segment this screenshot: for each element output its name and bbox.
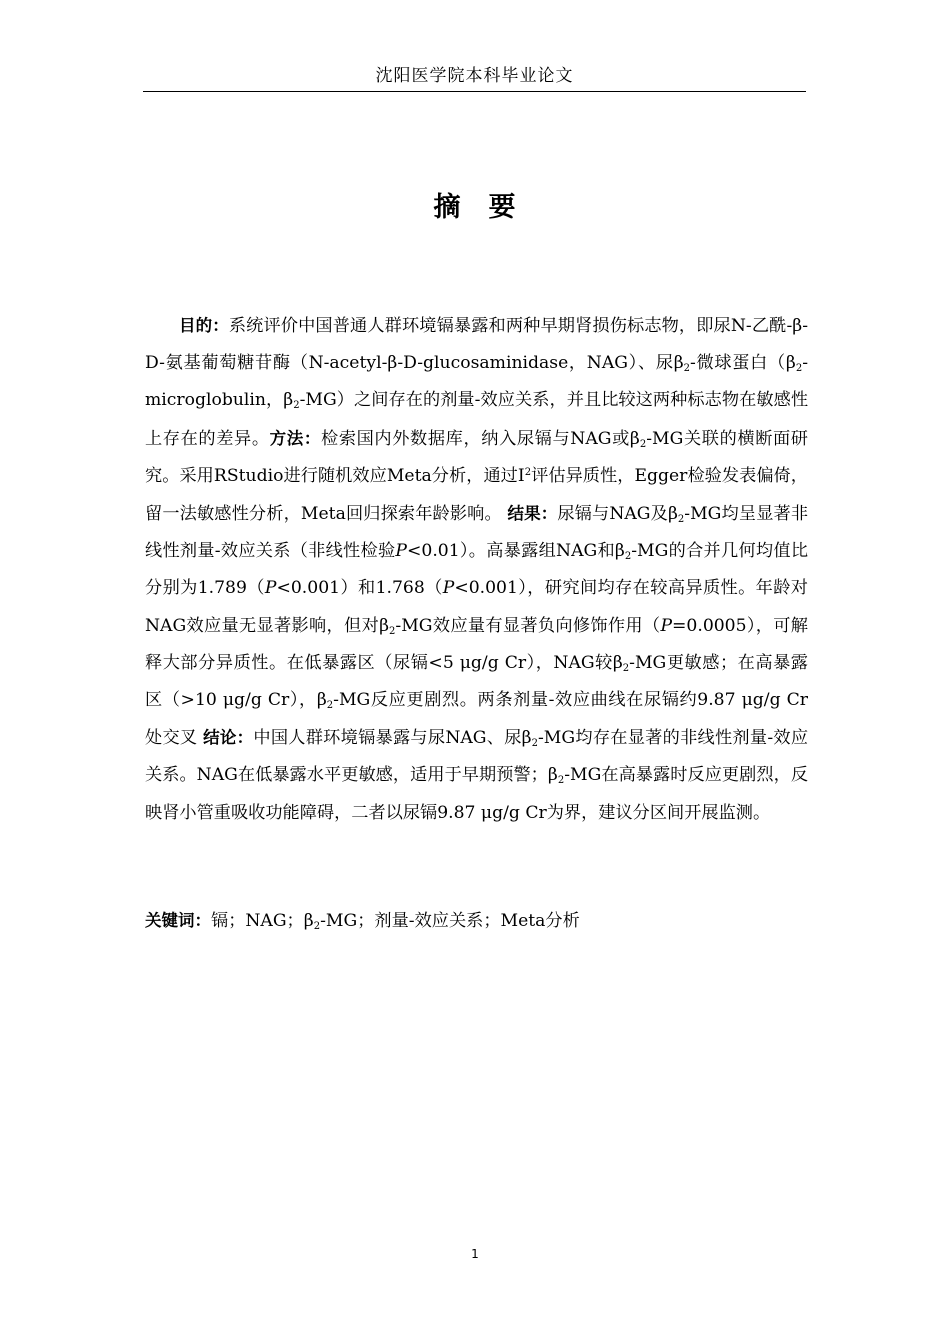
- abstract-text: 检索国内外数据库，纳入尿镉与NAG或β: [321, 428, 640, 449]
- subscript: 2: [683, 363, 691, 375]
- subscript: 2: [639, 438, 647, 450]
- page-number: 1: [471, 1247, 479, 1261]
- running-header: 沈阳医学院本科毕业论文: [375, 66, 574, 86]
- p-value-symbol: P: [395, 541, 407, 562]
- abstract-text: 评估异质性，Egger检验发表偏倚，留一法敏感性分析，Meta回归探索年龄影响。: [145, 465, 808, 525]
- abstract-text: <0.001），研究间均存在较高异质性。年龄对NAG效应量无显著影响，但对β: [145, 578, 808, 636]
- p-value-symbol: P: [660, 615, 673, 636]
- subscript: 2: [677, 514, 685, 526]
- abstract-text: 中国人群环境镉暴露与尿NAG、尿β: [253, 728, 532, 749]
- abstract-text: -MG）之间存在的剂量-效应关系，并且比较这两种标志物在敏感性上存在的差异。: [145, 390, 809, 449]
- keywords-label: 关键词：: [145, 911, 211, 930]
- abstract-text: 尿镉与NAG及β: [557, 504, 678, 525]
- objective-label: 目的：: [179, 316, 229, 335]
- superscript: 2: [524, 466, 532, 478]
- abstract-title-char-2: 要: [488, 192, 516, 223]
- subscript: 2: [557, 775, 565, 787]
- abstract-text: =0.0005），可解释大部分异质性。在低暴露区（尿镉<5 μg/g Cr），NAG较β: [145, 615, 808, 673]
- subscript: 2: [531, 738, 538, 750]
- abstract-text: -MG效应量有显著负向修饰作用（: [395, 615, 661, 636]
- methods-label: 方法：: [269, 428, 322, 448]
- abstract-text: -MG均呈显著非线性剂量-效应关系（非线性检验: [145, 504, 809, 562]
- keywords: [145, 902, 808, 940]
- keywords-text: 镉；NAG；β: [211, 911, 314, 931]
- abstract-title: [143, 188, 806, 228]
- keywords-text: -MG；剂量-效应关系；Meta分析: [320, 911, 580, 931]
- p-value-symbol: P: [264, 578, 277, 599]
- subscript: 2: [326, 700, 334, 712]
- abstract-text: -MG反应更剧烈。两条剂量-效应曲线在尿镉约9.87 μg/g Cr处交叉: [145, 690, 808, 749]
- abstract-text: -microglobulin，β: [145, 353, 808, 411]
- abstract-text: -MG的合并几何均值比分别为1.789（: [145, 541, 809, 599]
- abstract-body: [145, 307, 808, 832]
- subscript: 2: [313, 921, 321, 932]
- results-label: 结果：: [507, 504, 558, 524]
- abstract-text: -MG关联的横断面研究。采用RStudio进行随机效应Meta分析，通过I: [145, 428, 808, 486]
- conclusion-label: 结论：: [203, 728, 254, 748]
- abstract-text: <0.001）和1.768（: [276, 578, 443, 599]
- abstract-text: <0.01）。高暴露组NAG和β: [406, 541, 625, 562]
- subscript: 2: [624, 551, 632, 563]
- abstract-text: 系统评价中国普通人群环境镉暴露和两种早期肾损伤标志物，即尿N-乙酰-β-D-氨基葡萄糖苷酶（N-acetyl-β-D-glucosaminidase，NAG）、尿β: [145, 316, 809, 374]
- abstract-text: -MG均存在显著的非线性剂量-效应关系。NAG在低暴露水平更敏感，适用于早期预警；β: [145, 728, 809, 786]
- header-rule: [143, 91, 806, 92]
- abstract-title-char-1: 摘: [433, 192, 461, 223]
- abstract-text: -MG更敏感；在高暴露区（>10 μg/g Cr），β: [145, 652, 808, 711]
- subscript: 2: [622, 662, 630, 674]
- abstract-text: -MG在高暴露时反应更剧烈，反映肾小管重吸收功能障碍，二者以尿镉9.87 μg/g Cr为界，建议分区间开展监测。: [145, 765, 809, 823]
- abstract-text: -微球蛋白（β: [690, 353, 796, 374]
- subscript: 2: [389, 625, 396, 637]
- subscript: 2: [795, 363, 803, 375]
- p-value-symbol: P: [442, 578, 455, 599]
- subscript: 2: [293, 400, 300, 412]
